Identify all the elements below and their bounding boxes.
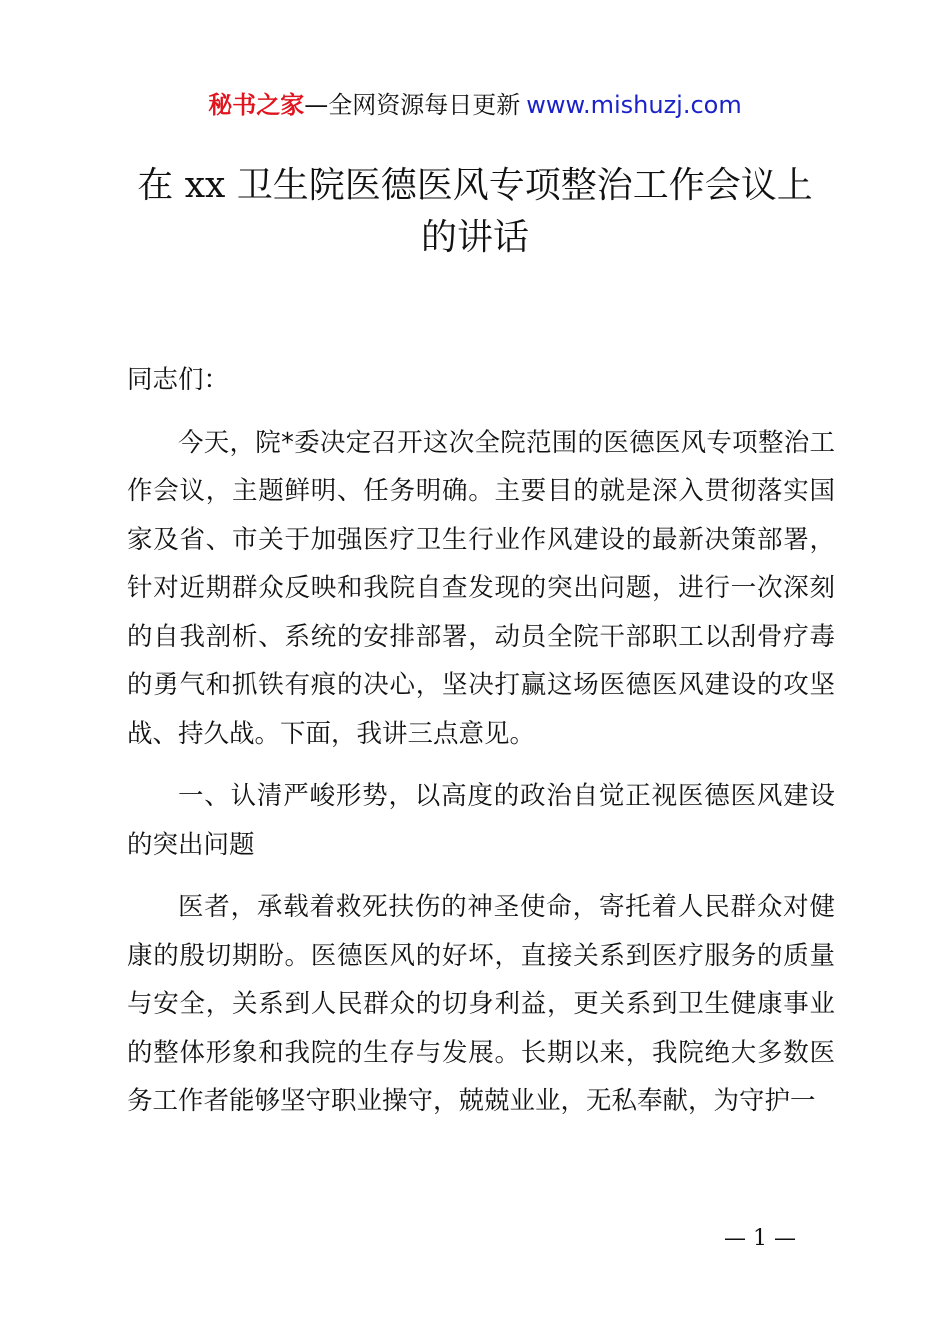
page-number: — 1 —	[724, 1226, 796, 1251]
paragraph-intro: 今天，院*委决定召开这次全院范围的医德医风专项整治工作会议，主题鲜明、任务明确。主要目的就是深入贯彻落实国家及省、市关于加强医疗卫生行业作风建设的最新决策部署，针对近期群众反映和我院自查发现的突出问题，进行一次深刻的自我剖析、系统的安排部署，动员全院干部职工以刮骨疗毒的勇气和抓铁有痕的决心，坚决打赢这场医德医风建设的攻坚战、持久战。下面，我讲三点意见。	[127, 427, 835, 749]
salutation: 同志们：	[127, 365, 230, 395]
paragraph-section-1: 医者，承载着救死扶伤的神圣使命，寄托着人民群众对健康的殷切期盼。医德医风的好坏，直接关系到医疗服务的质量与安全，关系到人民群众的切身利益，更关系到卫生健康事业的整体形象和我院的生存与发展。长期以来，我院绝大多数医务工作者能够坚守职业操守，兢兢业业，无私奉献，为守护一	[127, 892, 835, 1116]
document-body	[127, 356, 835, 1140]
header-tagline: —全网资源每日更新	[304, 91, 521, 119]
site-header	[0, 88, 950, 122]
site-url-link[interactable]: www.mishuzj.com	[526, 91, 742, 119]
brand-name: 秘书之家	[208, 91, 305, 119]
section-heading-1: 一、认清严峻形势，以高度的政治自觉正视医德医风建设的突出问题	[127, 781, 835, 860]
document-title: 在 xx 卫生院医德医风专项整治工作会议上的讲话	[137, 165, 813, 258]
